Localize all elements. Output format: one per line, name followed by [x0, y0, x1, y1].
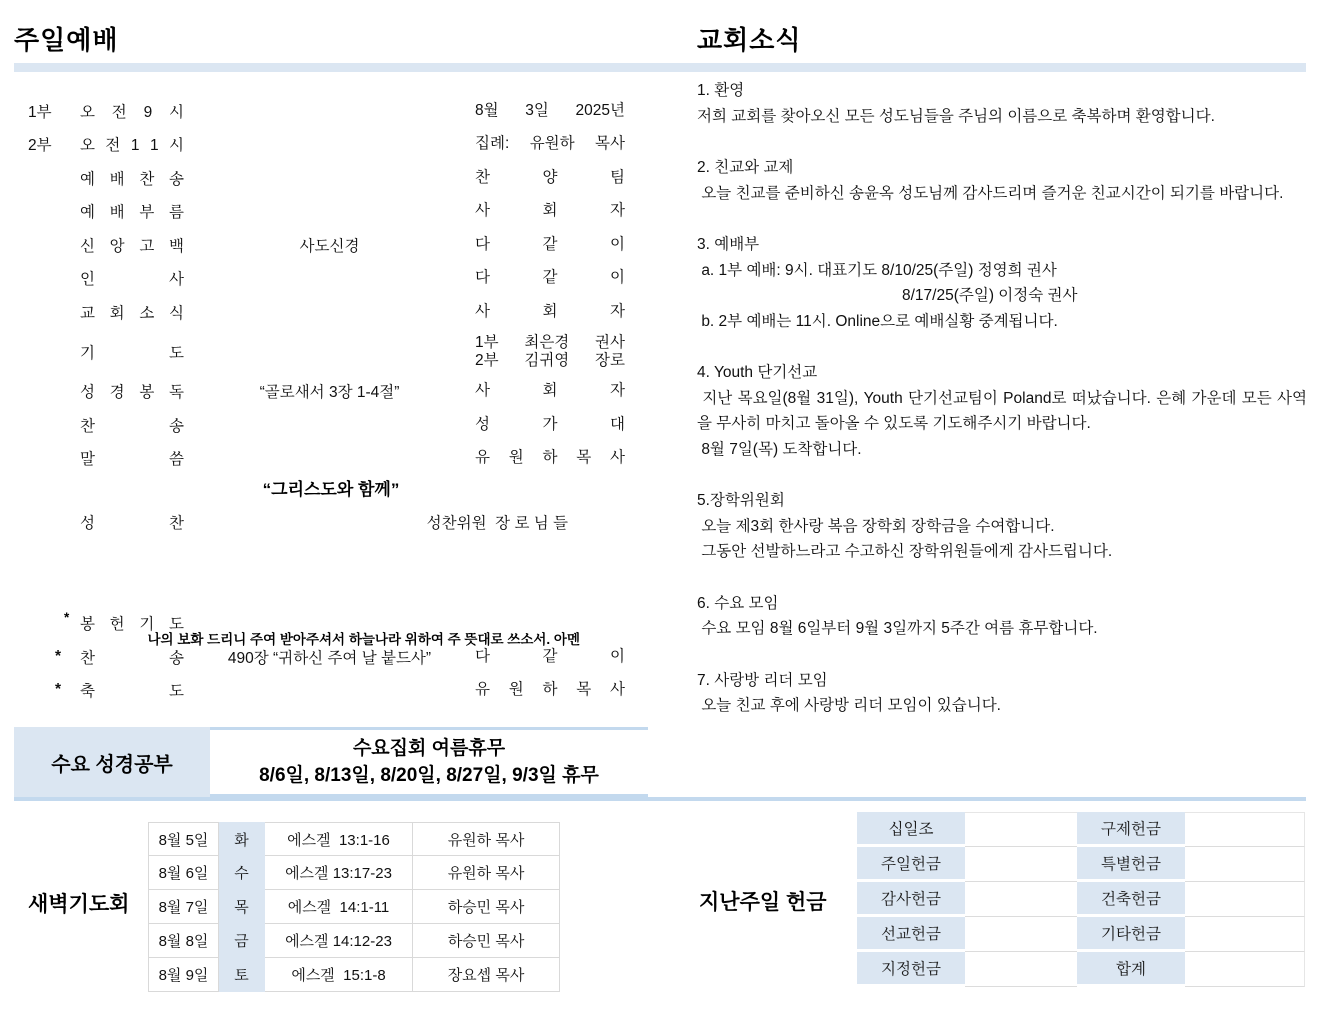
order-item-label: 신 앙 고 백: [80, 237, 184, 255]
offering-label-cell: 십일조: [857, 812, 965, 847]
offering-row: [857, 847, 1305, 882]
service-part-number: 1부: [28, 103, 52, 121]
news-section-wednesday-meeting: [697, 591, 1307, 642]
order-item-leader: [475, 449, 648, 467]
wednesday-bible-study-notice: [210, 727, 648, 797]
order-item-label: 교 회 소 식: [80, 304, 184, 322]
worship-rows-bottom: [14, 607, 648, 708]
order-item-label: 축 도: [80, 683, 184, 701]
order-item-leader: [475, 382, 648, 400]
dawn-scripture-cell: 에스겔 13:1-16: [265, 822, 413, 856]
news-body-line: 오늘 제3회 한사랑 복음 장학회 장학금을 수여합니다.: [697, 517, 1055, 535]
dawn-prayer-label: 새벽기도회: [28, 893, 130, 916]
worship-row: [14, 329, 648, 375]
order-item-leader-line: 유 원 하 목 사: [475, 681, 625, 699]
order-item-leader: [475, 681, 648, 699]
order-item-leader: [475, 202, 648, 220]
asterisk-mark: *: [55, 647, 62, 665]
dawn-day-cell: 토: [219, 958, 265, 992]
worship-order-list: [14, 94, 648, 707]
offering-value-cell: [1185, 812, 1305, 847]
offering-value-cell: [965, 882, 1077, 917]
worship-row: [14, 262, 648, 296]
dawn-preacher-cell: 유원하 목사: [413, 856, 560, 890]
dawn-scripture-cell: 에스겔 14:12-23: [265, 924, 413, 958]
order-item-label: 예 배 부 름: [80, 204, 184, 222]
order-item-leader-line: 사 회 자: [475, 302, 625, 320]
offering-label-cell: 구제헌금: [1077, 812, 1185, 847]
offering-label-cell: 기타헌금: [1077, 917, 1185, 952]
offering-value-cell: [965, 952, 1077, 987]
offering-label-cell: 건축헌금: [1077, 882, 1185, 917]
order-item-leader: [475, 648, 648, 666]
news-body-line: 저희 교회를 찾아오신 모든 성도님들을 주님의 이름으로 축복하며 환영합니다.: [697, 107, 1215, 125]
dawn-preacher-cell: 유원하 목사: [413, 822, 560, 856]
order-item-label: 성 찬: [80, 514, 184, 532]
offering-value-cell: [1185, 847, 1305, 882]
offering-label-cell: 지정헌금: [857, 952, 965, 987]
order-item-label: 예 배 찬 송: [80, 170, 184, 188]
news-heading: 3. 예배부: [697, 236, 760, 253]
worship-row: [14, 295, 648, 329]
order-item-leader: [475, 169, 648, 187]
news-heading: 6. 수요 모임: [697, 594, 779, 612]
news-section-fellowship: [697, 155, 1307, 206]
dawn-day-cell: 목: [219, 890, 265, 924]
order-item-leader-line: 다 같 이: [475, 235, 625, 253]
order-item-leader-line: 1부 최은경 권사: [475, 333, 625, 351]
order-item-leader: [475, 135, 648, 153]
order-item-leader-line: 사 회 자: [475, 382, 625, 400]
offering-value-cell: [965, 812, 1077, 847]
order-item-leader-line: 8월 3일 2025년: [475, 101, 625, 119]
worship-row: [14, 607, 648, 641]
order-item-leader-line: 집례: 유원하 목사: [475, 135, 625, 153]
sermon-title-quote: “그리스도와 함께”: [262, 480, 400, 499]
offering-label-cell: 선교헌금: [857, 917, 965, 952]
news-heading: 4. Youth 단기선교: [697, 364, 818, 381]
offering-row: [857, 952, 1305, 987]
dedication-text: 나의 보화 드리니 주여 받아주셔서 하늘나라 위하여 주 뜻대로 쓰소서. 아멘: [147, 631, 581, 647]
order-item-label: 오 전 1 1 시: [80, 137, 184, 155]
last-week-offering-label: 지난주일 헌금: [699, 891, 827, 914]
dawn-day-cell: 화: [219, 822, 265, 856]
news-body-line: 8월 7일(목) 도착합니다.: [697, 440, 862, 458]
news-title: 교회소식: [697, 25, 802, 55]
dawn-date-cell: 8월 7일: [148, 890, 219, 924]
order-item-leader-line: 사 회 자: [475, 202, 625, 220]
order-item-label: 인 사: [80, 271, 184, 289]
worship-row: [14, 640, 648, 674]
worship-row: [14, 408, 648, 442]
offering-label-cell: 감사헌금: [857, 882, 965, 917]
church-news-column: [697, 78, 1307, 745]
offering-value-cell: [1185, 952, 1305, 987]
order-item-leader: [475, 102, 648, 120]
order-item-leader: [475, 416, 648, 434]
worship-row: [14, 442, 648, 476]
worship-row: [14, 195, 648, 229]
dawn-preacher-cell: 장요셉 목사: [413, 958, 560, 992]
order-item-label: 성 경 봉 독: [80, 384, 184, 402]
worship-row: [14, 128, 648, 162]
worship-row: [14, 228, 648, 262]
asterisk-mark: *: [55, 681, 62, 699]
wednesday-notice-line1: 수요집회 여름휴무: [352, 738, 506, 759]
communion-row: [14, 505, 648, 539]
order-item-label: 찬 송: [80, 417, 184, 435]
dawn-prayer-table: [148, 822, 560, 992]
news-heading: 7. 사랑방 리더 모임: [697, 671, 828, 689]
news-body-line: a. 1부 예배: 9시. 대표기도 8/10/25(주일) 정영희 권사: [697, 261, 1057, 279]
dawn-date-cell: 8월 6일: [148, 856, 219, 890]
offering-label-cell: 합계: [1077, 952, 1185, 987]
order-item-detail: 490장 “귀하신 주여 날 붙드사”: [227, 649, 432, 667]
order-item-detail: 사도신경: [299, 237, 360, 255]
service-part-number: 2부: [28, 137, 52, 155]
dawn-day-cell: 금: [219, 924, 265, 958]
dawn-scripture-cell: 에스겔 14:1-11: [265, 890, 413, 924]
news-body-line: 오늘 친교 후에 사랑방 리더 모임이 있습니다.: [697, 697, 1001, 714]
order-item-detail: “골로새서 3장 1-4절”: [259, 384, 400, 402]
news-section-cell-leader-meeting: [697, 668, 1307, 719]
offering-table: [857, 812, 1305, 987]
header-divider-band: [14, 63, 1306, 72]
news-body-line: 수요 모임 8월 6일부터 9월 3일까지 5주간 여름 휴무합니다.: [697, 620, 1098, 637]
dawn-scripture-cell: 에스겔 13:17-23: [265, 856, 413, 890]
order-item-label: 오 전 9 시: [80, 103, 184, 121]
news-heading: 2. 친교와 교제: [697, 159, 794, 176]
news-body-paragraph: 오늘 친교를 준비하신 송윤옥 성도님께 감사드리며 즐거운 친교시간이 되기를 바랍니다.: [697, 184, 1284, 202]
order-item-leader-line2: 2부 김귀영 장로: [475, 351, 625, 369]
dawn-date-cell: 8월 5일: [148, 822, 219, 856]
worship-row: [14, 94, 648, 128]
offering-row: [857, 882, 1305, 917]
dawn-prayer-row: [148, 856, 560, 890]
offering-value-cell: [965, 917, 1077, 952]
order-item-leader: [475, 269, 648, 287]
worship-row: [14, 375, 648, 409]
dawn-date-cell: 8월 9일: [148, 958, 219, 992]
offering-value-cell: [965, 847, 1077, 882]
offering-label-cell: 주일헌금: [857, 847, 965, 882]
order-item-label: 기 도: [80, 344, 184, 362]
offering-value-cell: [1185, 882, 1305, 917]
order-item-leader: [475, 334, 648, 370]
offering-row: [857, 917, 1305, 952]
worship-row: [14, 674, 648, 708]
dawn-prayer-row: [148, 890, 560, 924]
wednesday-bible-study-box: [14, 727, 648, 797]
dawn-prayer-row: [148, 822, 560, 856]
worship-row: [14, 161, 648, 195]
news-section-worship-dept: [697, 232, 1307, 334]
news-body-paragraph: 지난 목요일(8월 31일), Youth 단기선교팀이 Poland로 떠났습니다. 은혜 가운데 모든 사역을 무사히 마치고 돌아올 수 있도록 기도해주시기 바랍니다.: [697, 389, 1307, 432]
dawn-preacher-cell: 하승민 목사: [413, 890, 560, 924]
dawn-scripture-cell: 에스겔 15:1-8: [265, 958, 413, 992]
order-item-leader: [475, 236, 648, 254]
communion-leaders: 성찬위원 장 로 님 들: [426, 514, 568, 532]
dawn-prayer-row: [148, 924, 560, 958]
order-item-leader: [475, 303, 648, 321]
news-section-welcome: [697, 78, 1307, 129]
order-item-leader-line: 찬 양 팀: [475, 168, 625, 186]
section-divider-line: [14, 797, 1306, 801]
news-section-scholarship: [697, 488, 1307, 565]
order-item-leader-line: 유 원 하 목 사: [475, 449, 625, 467]
dawn-prayer-row: [148, 958, 560, 992]
asterisk-mark: *: [64, 609, 70, 625]
offering-row: [857, 812, 1305, 847]
offering-label-cell: 특별헌금: [1077, 847, 1185, 882]
wednesday-bible-study-label: 수요 성경공부: [14, 727, 210, 797]
news-heading: 5.장학위원회: [697, 492, 785, 509]
news-body-line-indented: 8/17/25(주일) 이정숙 권사: [902, 287, 1078, 304]
order-item-leader-line: 다 같 이: [475, 647, 625, 665]
wednesday-notice-line2: 8/6일, 8/13일, 8/20일, 8/27일, 9/3일 휴무: [259, 765, 599, 786]
order-item-leader-line: 다 같 이: [475, 269, 625, 287]
order-item-leader-line: 성 가 대: [475, 415, 625, 433]
order-item-label: 찬 송: [80, 649, 184, 667]
order-item-label: 봉 헌 기 도: [80, 616, 184, 634]
news-section-youth-mission: [697, 360, 1307, 462]
news-body-line: b. 2부 예배는 11시. Online으로 예배실황 중계됩니다.: [697, 312, 1058, 330]
worship-title: 주일예배: [14, 25, 119, 55]
offering-value-cell: [1185, 917, 1305, 952]
order-item-label: 말 씀: [80, 451, 184, 469]
worship-rows-top: [14, 94, 648, 475]
dawn-preacher-cell: 하승민 목사: [413, 924, 560, 958]
dawn-date-cell: 8월 8일: [148, 924, 219, 958]
dawn-day-cell: 수: [219, 856, 265, 890]
news-heading: 1. 환영: [697, 82, 745, 99]
news-body-line: 그동안 선발하느라고 수고하신 장학위원들에게 감사드립니다.: [697, 543, 1113, 560]
